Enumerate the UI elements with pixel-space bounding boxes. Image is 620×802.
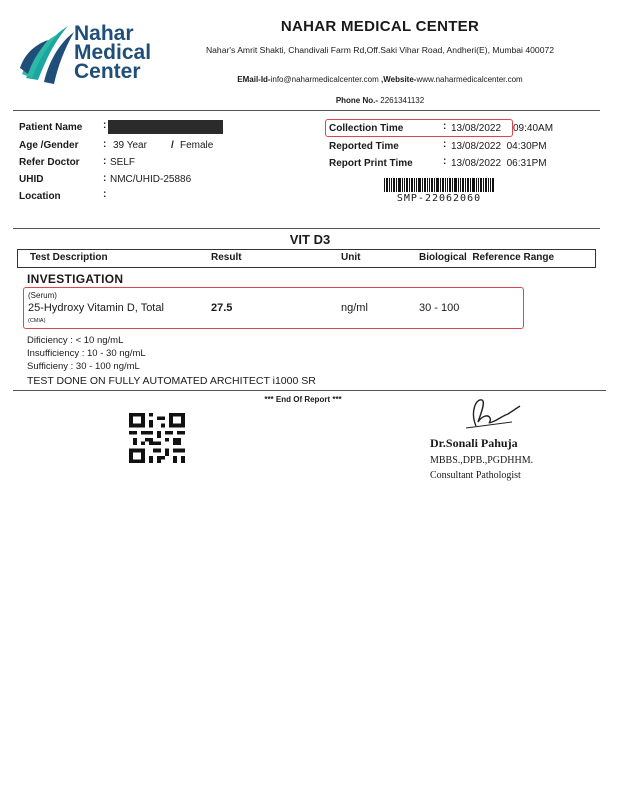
note-insufficiency: Insufficiency : 10 - 30 ng/mL bbox=[27, 348, 146, 359]
phone-line bbox=[170, 96, 590, 105]
logo-line-2: Medical bbox=[74, 41, 152, 64]
logo-wordmark bbox=[74, 24, 151, 81]
test-reference-range: 30 - 100 bbox=[419, 302, 460, 314]
note-method: TEST DONE ON FULLY AUTOMATED ARCHITECT i1000 SR bbox=[27, 375, 316, 387]
signature-icon bbox=[462, 392, 522, 434]
contact-line bbox=[170, 75, 590, 84]
collection-time-label: Collection Time bbox=[329, 123, 404, 134]
test-unit: ng/ml bbox=[341, 302, 368, 314]
col-unit: Unit bbox=[341, 252, 361, 263]
gender-value: Female bbox=[180, 140, 214, 151]
patient-divider bbox=[13, 228, 600, 229]
col-test-description: Test Description bbox=[30, 252, 108, 263]
phone-value: 2261341132 bbox=[380, 96, 425, 105]
separator: : bbox=[103, 189, 107, 200]
gender-separator: / bbox=[171, 140, 174, 151]
center-title: NAHAR MEDICAL CENTER bbox=[280, 18, 480, 35]
qr-code-icon bbox=[129, 413, 185, 463]
print-time-value: 13/08/2022 06:31PM bbox=[451, 158, 547, 169]
patient-name-label: Patient Name bbox=[19, 122, 83, 133]
report-divider bbox=[13, 390, 606, 391]
address: Nahar's Amrit Shakti, Chandivali Farm Rd,Off.Saki Vihar Road, Andheri(E), Mumbai 400072 bbox=[205, 45, 555, 55]
website-value[interactable]: www.naharmedicalcenter.com bbox=[416, 75, 523, 84]
report-title: VIT D3 bbox=[289, 232, 331, 247]
separator: : bbox=[103, 173, 107, 184]
refer-doctor-label: Refer Doctor bbox=[19, 157, 80, 168]
email-value[interactable]: info@naharmedicalcenter.com bbox=[270, 75, 379, 84]
logo-line-3: Center bbox=[74, 60, 141, 83]
barcode-text: SMP-22062060 bbox=[396, 193, 482, 204]
print-time-label: Report Print Time bbox=[329, 158, 413, 169]
collection-time: 09:40AM bbox=[513, 123, 554, 134]
col-result: Result bbox=[211, 252, 242, 263]
uhid-label: UHID bbox=[19, 174, 44, 185]
end-of-report: *** End Of Report *** bbox=[264, 395, 342, 404]
website-label: ,Website- bbox=[381, 75, 417, 84]
test-result: 27.5 bbox=[211, 302, 233, 314]
test-name: 25-Hydroxy Vitamin D, Total bbox=[28, 302, 164, 314]
note-sufficiency: Sufficieny : 30 - 100 ng/mL bbox=[27, 361, 140, 372]
age-value: 39 Year bbox=[113, 140, 147, 151]
age-gender-label: Age /Gender bbox=[19, 140, 79, 151]
doctor-name: Dr.Sonali Pahuja bbox=[430, 436, 518, 450]
section-investigation: INVESTIGATION bbox=[27, 272, 124, 286]
specimen: (Serum) bbox=[28, 291, 57, 300]
redacted-name bbox=[108, 120, 223, 134]
barcode-icon bbox=[384, 178, 494, 192]
separator: : bbox=[443, 121, 447, 132]
location-label: Location bbox=[19, 191, 61, 202]
header-divider bbox=[13, 110, 600, 111]
separator: : bbox=[103, 120, 107, 131]
refer-doctor-value: SELF bbox=[110, 157, 136, 168]
separator: : bbox=[103, 139, 107, 150]
note-deficiency: Dificiency : < 10 ng/mL bbox=[27, 335, 124, 346]
reported-time-label: Reported Time bbox=[329, 141, 399, 152]
reported-time-value: 13/08/2022 04:30PM bbox=[451, 141, 547, 152]
collection-date: 13/08/2022 bbox=[451, 123, 502, 134]
logo-line-1: Nahar bbox=[74, 22, 134, 45]
test-method: (CMIA) bbox=[28, 318, 46, 324]
col-reference-range: Biological Reference Range bbox=[419, 252, 555, 263]
email-label: EMail-Id- bbox=[237, 75, 271, 84]
doctor-degrees: MBBS.,DPB.,PGDHHM. bbox=[430, 455, 534, 466]
separator: : bbox=[103, 156, 107, 167]
phone-label: Phone No.- bbox=[335, 96, 379, 105]
separator: : bbox=[443, 139, 447, 150]
separator: : bbox=[443, 156, 447, 167]
doctor-role: Consultant Pathologist bbox=[430, 470, 521, 481]
uhid-value: NMC/UHID-25886 bbox=[110, 174, 192, 185]
